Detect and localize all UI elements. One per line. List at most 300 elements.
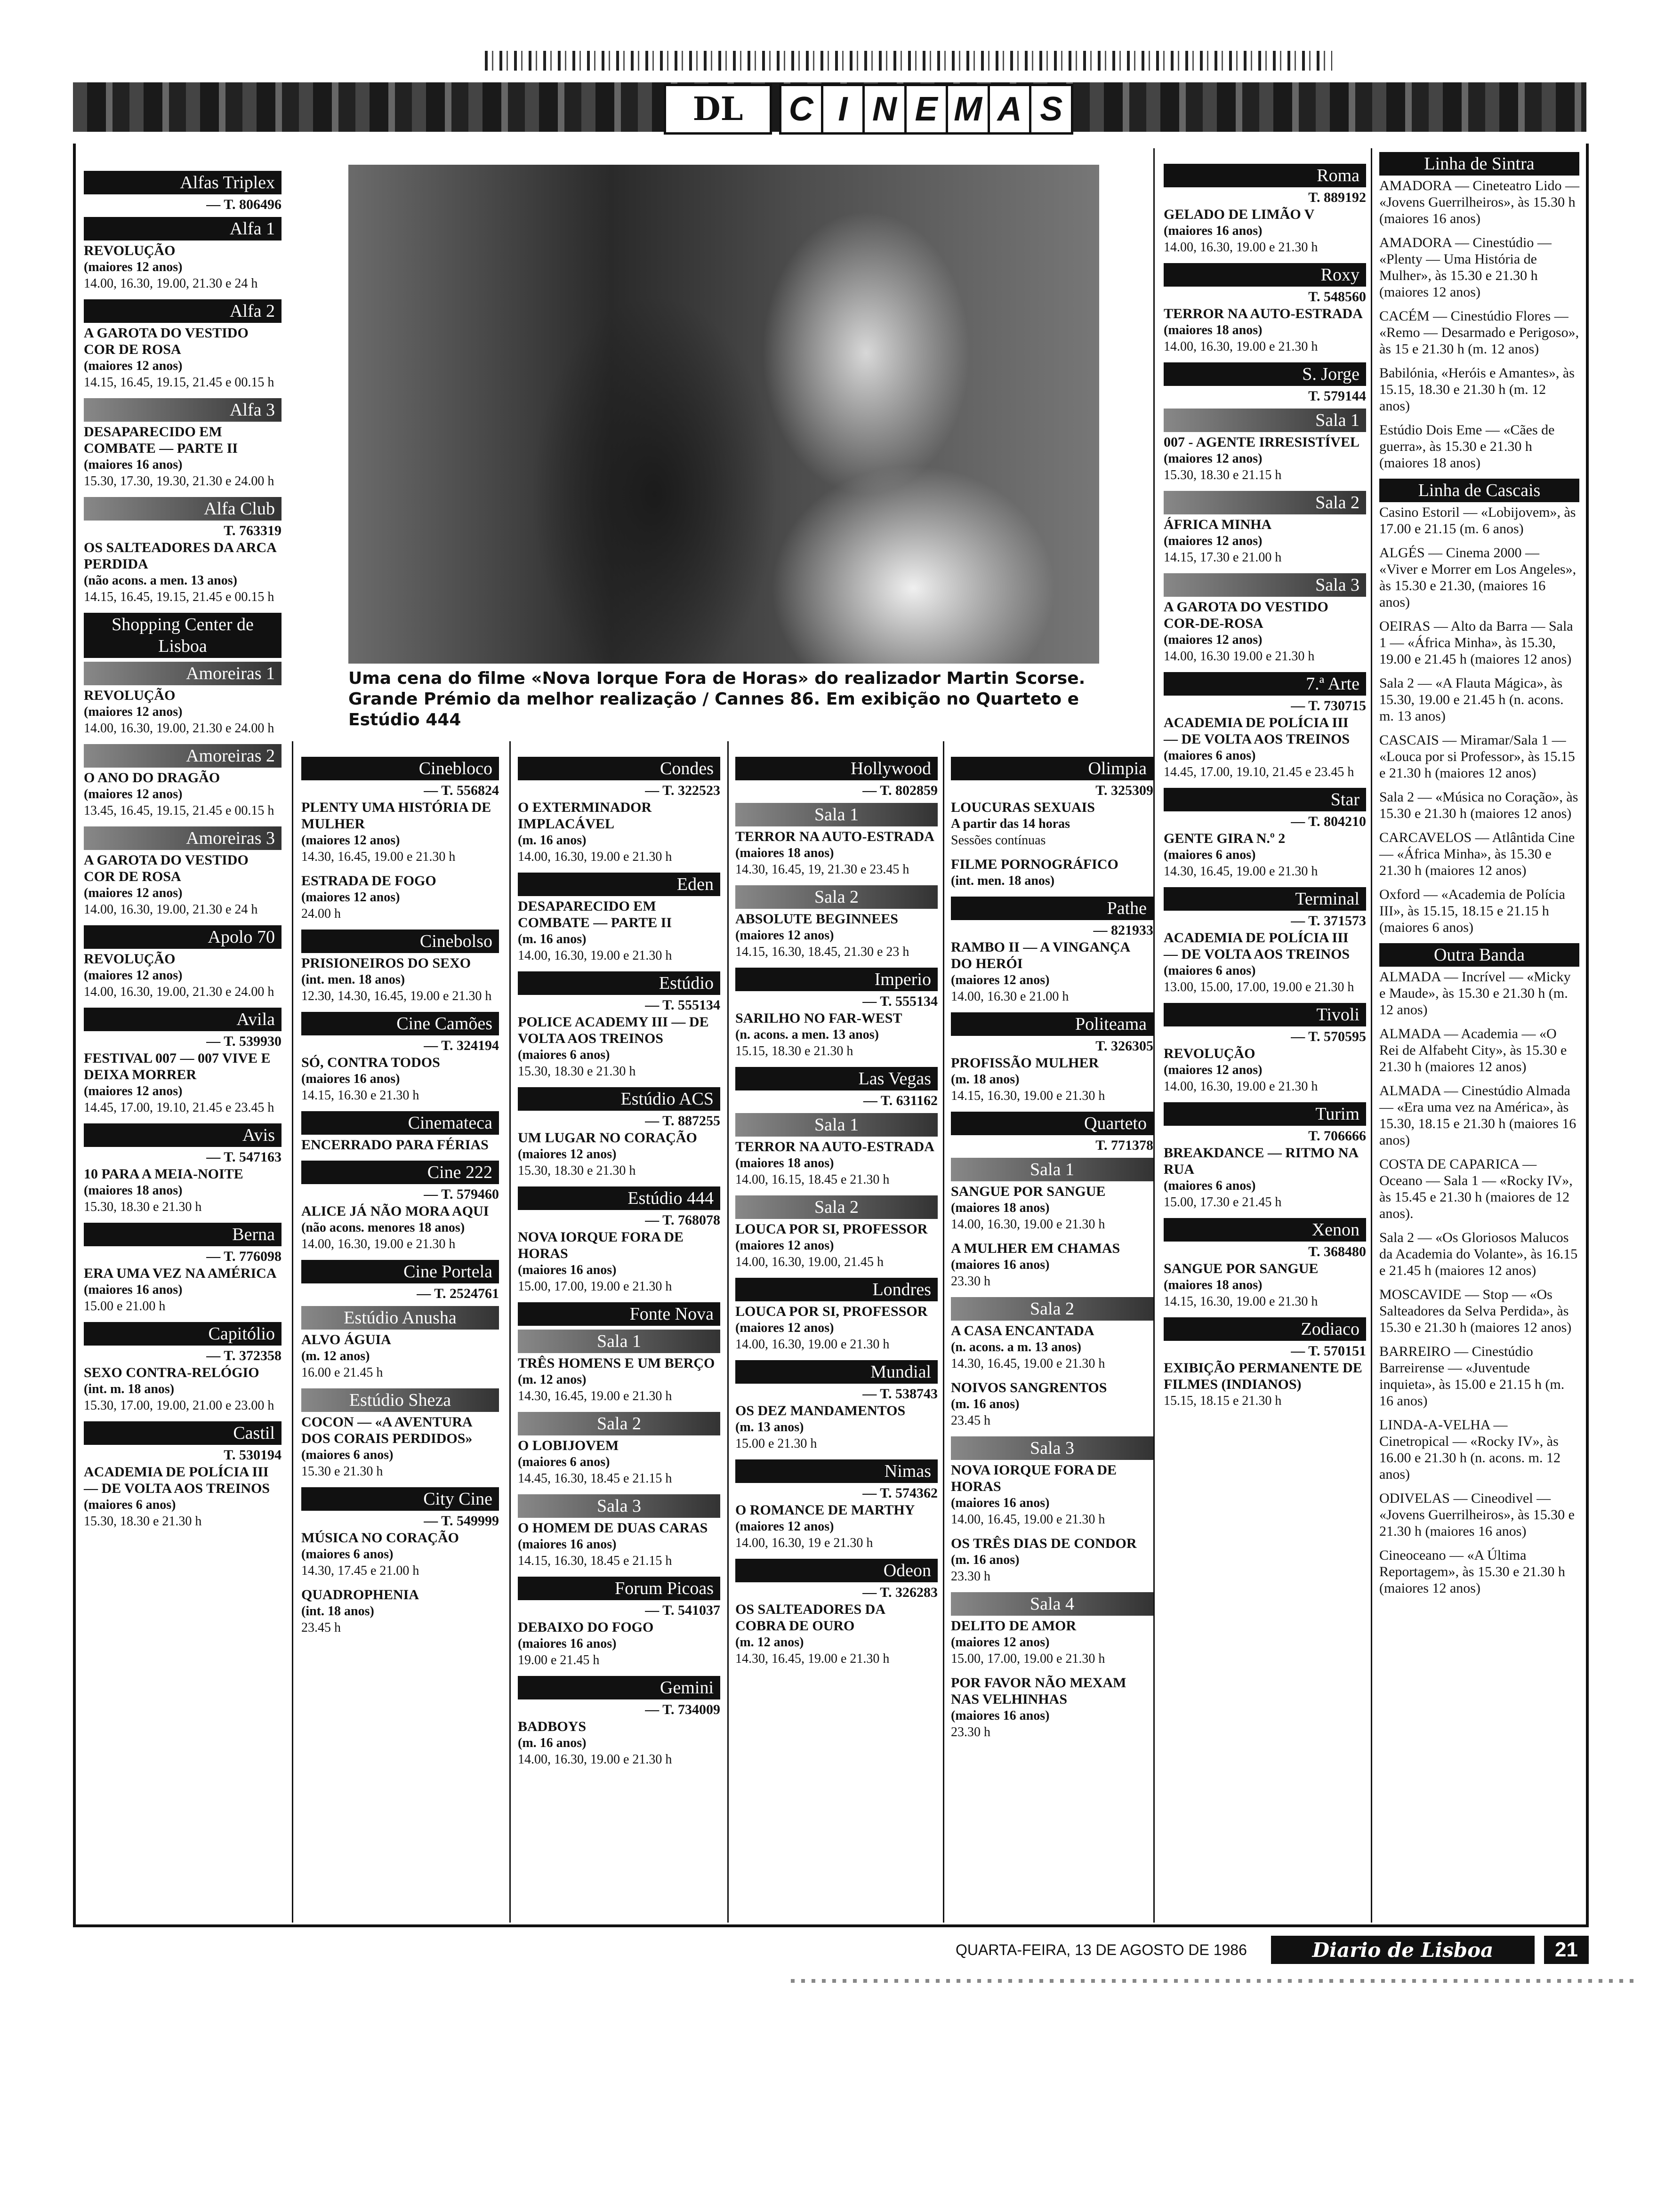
film-title: SEXO CONTRA-RELÓGIO bbox=[84, 1365, 259, 1380]
section-title-cinemas bbox=[779, 84, 1073, 135]
film-listing bbox=[84, 687, 282, 737]
title-letter: C bbox=[781, 86, 823, 132]
showtimes: 14.15, 16.45, 19.15, 21.45 e 00.15 h bbox=[84, 590, 274, 604]
photo-caption: Uma cena do filme «Nova Iorque Fora de Horas» do realizador Martin Scorse. Grande Prémio da melhor realização / Cannes 86. Em exibição no Quarteto e Estúdio 444 bbox=[348, 669, 1086, 729]
age-rating: (m. 18 anos) bbox=[951, 1072, 1020, 1087]
cinema-header: Sala 1 bbox=[735, 1113, 938, 1137]
film-title: REVOLUÇÃO bbox=[84, 951, 176, 967]
cinema-header: Roxy bbox=[1164, 263, 1366, 287]
showtimes: 12.30, 14.30, 16.45, 19.00 e 21.30 h bbox=[301, 989, 492, 1003]
cinema-header: Estúdio ACS bbox=[518, 1087, 720, 1111]
cinema-header: City Cine bbox=[301, 1487, 499, 1511]
age-rating: (m. 16 anos) bbox=[518, 1736, 587, 1750]
film-listing bbox=[518, 1718, 720, 1768]
age-rating: (maiores 16 anos) bbox=[518, 1636, 617, 1651]
age-rating: (maiores 12 anos) bbox=[301, 890, 400, 905]
film-listing bbox=[301, 1137, 499, 1153]
phone-number: T. 325309 bbox=[1095, 783, 1153, 798]
film-listing bbox=[951, 1240, 1153, 1290]
showtimes: 23.45 h bbox=[301, 1620, 341, 1635]
cinema-header: Estúdio Sheza bbox=[301, 1388, 499, 1412]
regional-listing: CASCAIS — Miramar/Sala 1 — «Louca por si Professor», às 15.15 e 21.30 h (maiores 12 anos) bbox=[1379, 732, 1575, 781]
showtimes: 14.00, 16.30, 19 e 21.30 h bbox=[735, 1536, 873, 1550]
cinema-header: Amoreiras 2 bbox=[84, 744, 282, 768]
title-letter: I bbox=[823, 86, 865, 132]
showtimes: 15.30, 18.30 e 21.30 h bbox=[518, 1064, 636, 1079]
showtimes: Sessões contínuas bbox=[951, 833, 1046, 848]
film-listing bbox=[84, 424, 282, 489]
cinema-header: Avila bbox=[84, 1008, 282, 1031]
film-listing bbox=[735, 1010, 938, 1059]
cinema-header: Nimas bbox=[735, 1459, 938, 1483]
age-rating: (int. men. 18 anos) bbox=[951, 874, 1055, 888]
phone-number: — T. 579460 bbox=[424, 1186, 499, 1202]
showtimes: 14.15, 16.30, 19.00 e 21.30 h bbox=[951, 1089, 1105, 1103]
film-title: ERA UMA VEZ NA AMÉRICA bbox=[84, 1266, 277, 1281]
film-title: ABSOLUTE BEGINNEES bbox=[735, 911, 898, 927]
column-divider bbox=[292, 741, 293, 1923]
film-title: OS SALTEADORES DA COBRA DE OURO bbox=[735, 1602, 885, 1634]
film-listing bbox=[518, 1014, 720, 1080]
age-rating: (maiores 18 anos) bbox=[84, 1183, 183, 1198]
film-still-photo bbox=[348, 165, 1099, 664]
cinema-header: Estúdio bbox=[518, 971, 720, 995]
phone-number: — T. 539930 bbox=[206, 1034, 282, 1049]
film-title: MÚSICA NO CORAÇÃO bbox=[301, 1530, 459, 1546]
regional-listing: Oxford — «Academia de Polícia III», às 15.15, 18.15 e 21.15 h (maiores 6 anos) bbox=[1379, 887, 1565, 935]
age-rating: (maiores 12 anos) bbox=[951, 1635, 1050, 1650]
age-rating: (maiores 18 anos) bbox=[735, 846, 834, 860]
showtimes: 15.30, 18.30 e 21.30 h bbox=[84, 1200, 202, 1214]
film-listing bbox=[1164, 930, 1366, 995]
print-dots bbox=[791, 1979, 1638, 1983]
cinema-header: Terminal bbox=[1164, 887, 1366, 911]
film-listing bbox=[1164, 206, 1366, 256]
age-rating: (maiores 16 anos) bbox=[951, 1708, 1050, 1723]
cinema-header: Cinebloco bbox=[301, 757, 499, 780]
age-rating: (int. 18 anos) bbox=[301, 1604, 374, 1619]
regional-listing: ALMADA — Academia — «O Rei de Alfabeht City», às 15.30 e 21.30 h (maiores 12 anos) bbox=[1379, 1026, 1567, 1074]
film-title: OS DEZ MANDAMENTOS bbox=[735, 1403, 906, 1419]
film-title: OS SALTEADORES DA ARCA PERDIDA bbox=[84, 540, 276, 572]
film-listing bbox=[518, 1619, 720, 1668]
film-listing bbox=[84, 1265, 282, 1314]
showtimes: 14.45, 17.00, 19.10, 21.45 e 23.45 h bbox=[84, 1100, 274, 1115]
showtimes: 19.00 e 21.45 h bbox=[518, 1653, 600, 1667]
cinema-header: Las Vegas bbox=[735, 1067, 938, 1090]
regional-listing: ALMADA — Cinestúdio Almada — «Era uma vez na América», às 15.30, 18.15 e 21.30 h (maiores 16 anos) bbox=[1379, 1083, 1577, 1148]
film-listing bbox=[1164, 434, 1366, 483]
film-listing bbox=[301, 799, 499, 865]
cinema-header: 7.ª Arte bbox=[1164, 672, 1366, 696]
film-title: QUADROPHENIA bbox=[301, 1587, 419, 1603]
phone-number: — T. 324194 bbox=[424, 1038, 499, 1053]
film-title: NOVA IORQUE FORA DE HORAS bbox=[951, 1462, 1117, 1494]
title-letter: N bbox=[865, 86, 907, 132]
cinema-header: Cinebolso bbox=[301, 930, 499, 953]
regional-listing: ODIVELAS — Cineodivel — «Jovens Guerrilheiros», às 15.30 e 21.30 h (maiores 16 anos) bbox=[1379, 1491, 1575, 1539]
age-rating: (m. 16 anos) bbox=[951, 1397, 1020, 1411]
film-listing bbox=[1164, 1260, 1366, 1310]
cinema-header: Sala 1 bbox=[735, 803, 938, 826]
showtimes: 14.00, 16.30, 19.00 e 21.30 h bbox=[518, 850, 672, 864]
film-listing bbox=[518, 1437, 720, 1487]
title-letter: S bbox=[1040, 90, 1063, 128]
phone-number: — T. 371573 bbox=[1291, 913, 1366, 929]
film-listing bbox=[301, 1331, 499, 1381]
age-rating: (int. men. 18 anos) bbox=[301, 972, 405, 987]
regional-listing: Cineoceano — «A Última Reportagem», às 15.30 e 21.30 h (maiores 12 anos) bbox=[1379, 1547, 1565, 1596]
title-letter: A bbox=[990, 86, 1032, 132]
regional-listing: COSTA DE CAPARICA — Oceano — Sala 1 — «Rocky IV», às 15.45 e 21.30 h (maiores de 12 anos). bbox=[1379, 1156, 1573, 1221]
listings-column-3 bbox=[518, 753, 720, 1775]
showtimes: 14.15, 16.30 e 21.30 h bbox=[301, 1088, 419, 1103]
age-rating: (maiores 6 anos) bbox=[301, 1448, 394, 1462]
film-listing bbox=[84, 1364, 282, 1414]
film-title: 007 - AGENTE IRRESISTÍVEL bbox=[1164, 434, 1359, 450]
age-rating: (m. 16 anos) bbox=[518, 833, 587, 848]
column-divider bbox=[1371, 148, 1372, 1923]
regional-listing: Sala 2 — «A Flauta Mágica», às 15.30, 19.00 e 21.45 h (n. acons. m. 13 anos) bbox=[1379, 675, 1564, 724]
cinema-header: Alfas Triplex bbox=[84, 171, 282, 194]
film-title: A GAROTA DO VESTIDO COR DE ROSA bbox=[84, 325, 249, 357]
showtimes: 14.15, 17.30 e 21.00 h bbox=[1164, 550, 1282, 565]
age-rating: (maiores 12 anos) bbox=[84, 968, 183, 983]
film-title: A GAROTA DO VESTIDO COR DE ROSA bbox=[84, 852, 249, 884]
showtimes: 24.00 h bbox=[301, 906, 341, 921]
age-rating: (maiores 6 anos) bbox=[301, 1547, 394, 1562]
cinema-header: Zodiaco bbox=[1164, 1317, 1366, 1341]
footer-date: QUARTA-FEIRA, 13 DE AGOSTO DE 1986 bbox=[956, 1941, 1247, 1958]
film-listing bbox=[301, 955, 499, 1004]
film-title: FILME PORNOGRÁFICO bbox=[951, 857, 1118, 872]
newspaper-masthead: Diario de Lisboa bbox=[1271, 1936, 1535, 1964]
film-listing bbox=[1164, 830, 1366, 880]
showtimes: 14.45, 17.00, 19.10, 21.45 e 23.45 h bbox=[1164, 765, 1354, 779]
phone-number: — T. 574362 bbox=[862, 1485, 938, 1501]
film-listing bbox=[735, 1601, 938, 1667]
film-title: DEBAIXO DO FOGO bbox=[518, 1619, 654, 1635]
showtimes: 13.45, 16.45, 19.15, 21.45 e 00.15 h bbox=[84, 803, 274, 818]
cinema-header: Amoreiras 3 bbox=[84, 826, 282, 850]
film-title: ÁFRICA MINHA bbox=[1164, 517, 1272, 532]
film-title: SANGUE POR SANGUE bbox=[1164, 1261, 1319, 1276]
cinema-header: Outra Banda bbox=[1379, 943, 1579, 967]
film-title: ACADEMIA DE POLÍCIA III — DE VOLTA AOS TREINOS bbox=[1164, 930, 1350, 962]
cinema-header: Estúdio Anusha bbox=[301, 1306, 499, 1330]
cinema-header: Tivoli bbox=[1164, 1003, 1366, 1026]
showtimes: 14.45, 16.30, 18.45 e 21.15 h bbox=[518, 1471, 672, 1486]
phone-number: — T. 631162 bbox=[863, 1093, 938, 1108]
phone-number: — T. 570151 bbox=[1291, 1343, 1366, 1359]
showtimes: 14.00, 16.15, 18.45 e 21.30 h bbox=[735, 1172, 890, 1187]
film-listing bbox=[518, 799, 720, 865]
listings-column-2 bbox=[301, 753, 499, 1643]
film-listing bbox=[735, 1303, 938, 1353]
cinema-header: Sala 3 bbox=[951, 1436, 1153, 1460]
phone-number: — T. 570595 bbox=[1291, 1029, 1366, 1044]
film-title: PRISIONEIROS DO SEXO bbox=[301, 955, 471, 971]
column-divider bbox=[509, 741, 511, 1923]
age-rating: (maiores 16 anos) bbox=[518, 1263, 617, 1277]
showtimes: 14.15, 16.30, 18.45 e 21.15 h bbox=[518, 1554, 672, 1568]
regional-listing: Casino Estoril — «Lobijovem», às 17.00 e 21.15 (m. 6 anos) bbox=[1379, 505, 1576, 537]
phone-number: — T. 2524761 bbox=[417, 1286, 499, 1301]
showtimes: 15.30, 18.30 e 21.30 h bbox=[518, 1163, 636, 1178]
film-title: O LOBIJOVEM bbox=[518, 1438, 619, 1453]
film-listing bbox=[301, 1054, 499, 1104]
cinema-header: Sala 2 bbox=[1164, 491, 1366, 514]
cinema-header: Linha de Cascais bbox=[1379, 479, 1579, 502]
cinema-header: Alfa 2 bbox=[84, 299, 282, 323]
age-rating: (maiores 12 anos) bbox=[84, 787, 183, 801]
film-listing bbox=[84, 1050, 282, 1116]
film-listing bbox=[518, 1229, 720, 1295]
listings-column-7 bbox=[1379, 148, 1579, 1604]
cinema-header: Mundial bbox=[735, 1360, 938, 1384]
title-letter: E bbox=[907, 86, 949, 132]
listings-column-1 bbox=[84, 167, 282, 1537]
cinema-header: Sala 2 bbox=[951, 1297, 1153, 1321]
phone-number: T. 706666 bbox=[1308, 1128, 1366, 1144]
showtimes: 13.00, 15.00, 17.00, 19.00 e 21.30 h bbox=[1164, 980, 1354, 994]
film-listing bbox=[518, 1355, 720, 1404]
cinema-header: Condes bbox=[518, 757, 720, 780]
age-rating: (maiores 6 anos) bbox=[1164, 963, 1256, 978]
showtimes: 15.30, 18.30 e 21.15 h bbox=[1164, 468, 1282, 482]
film-listing bbox=[735, 1403, 938, 1452]
age-rating: (maiores 12 anos) bbox=[84, 1084, 183, 1098]
age-rating: (maiores 12 anos) bbox=[84, 359, 183, 373]
age-rating: (maiores 12 anos) bbox=[518, 1147, 617, 1162]
showtimes: 15.30, 17.30, 19.30, 21.30 e 24.00 h bbox=[84, 474, 274, 489]
film-title: PLENTY UMA HISTÓRIA DE MULHER bbox=[301, 800, 491, 832]
showtimes: 14.15, 16.30, 18.45, 21.30 e 23 h bbox=[735, 945, 909, 959]
cinema-header: Apolo 70 bbox=[84, 925, 282, 949]
phone-number: — T. 776098 bbox=[206, 1249, 282, 1264]
age-rating: (n. acons. a men. 13 anos) bbox=[735, 1027, 879, 1042]
film-title: NOVA IORQUE FORA DE HORAS bbox=[518, 1229, 684, 1261]
film-listing bbox=[951, 1618, 1153, 1667]
age-rating: (maiores 16 anos) bbox=[518, 1537, 617, 1552]
film-listing bbox=[518, 1520, 720, 1569]
film-title: TRÊS HOMENS E UM BERÇO bbox=[518, 1355, 715, 1371]
cinema-header: S. Jorge bbox=[1164, 362, 1366, 386]
showtimes: 14.00, 16.30 19.00 e 21.30 h bbox=[1164, 649, 1315, 664]
title-letter: M bbox=[948, 86, 990, 132]
showtimes: 15.15, 18.15 e 21.30 h bbox=[1164, 1394, 1282, 1408]
cinema-header: Politeama bbox=[951, 1012, 1153, 1036]
age-rating: (m. 13 anos) bbox=[735, 1420, 804, 1435]
phone-number: — T. 555134 bbox=[645, 997, 720, 1013]
listings-column-6 bbox=[1164, 160, 1366, 1417]
film-listing bbox=[518, 898, 720, 964]
age-rating: (n. acons. a m. 13 anos) bbox=[951, 1340, 1081, 1354]
cinema-header: Alfa Club bbox=[84, 497, 282, 521]
film-title: O HOMEM DE DUAS CARAS bbox=[518, 1520, 708, 1536]
phone-number: — T. 804210 bbox=[1291, 814, 1366, 829]
header-print-noise bbox=[485, 51, 1332, 71]
film-title: DELITO DE AMOR bbox=[951, 1618, 1077, 1634]
phone-number: — T. 556824 bbox=[424, 783, 499, 798]
film-listing bbox=[84, 539, 282, 605]
film-title: REVOLUÇÃO bbox=[84, 243, 176, 258]
page-number: 21 bbox=[1544, 1936, 1589, 1964]
cinema-header: Sala 3 bbox=[518, 1494, 720, 1518]
cinema-header: Sala 1 bbox=[1164, 409, 1366, 432]
film-title: ACADEMIA DE POLÍCIA III — DE VOLTA AOS TREINOS bbox=[1164, 715, 1350, 747]
age-rating: (maiores 6 anos) bbox=[518, 1455, 610, 1469]
showtimes: 14.30, 16.45, 19.00 e 21.30 h bbox=[518, 1389, 672, 1403]
age-rating: (maiores 12 anos) bbox=[301, 833, 400, 848]
cinema-header: Capitólio bbox=[84, 1322, 282, 1346]
regional-listing: AMADORA — Cinestúdio — «Plenty — Uma História de Mulher», às 15.30 e 21.30 h (maiores 12 anos) bbox=[1379, 235, 1552, 300]
showtimes: 23.30 h bbox=[951, 1725, 990, 1739]
age-rating: (m. 16 anos) bbox=[951, 1553, 1020, 1567]
age-rating: (maiores 6 anos) bbox=[84, 1498, 176, 1512]
column-divider bbox=[1153, 148, 1155, 1923]
phone-number: — T. 538743 bbox=[862, 1386, 938, 1402]
phone-number: — T. 541037 bbox=[645, 1603, 720, 1618]
age-rating: (maiores 12 anos) bbox=[1164, 534, 1263, 548]
age-rating: (maiores 12 anos) bbox=[735, 928, 834, 943]
film-title: O ANO DO DRAGÃO bbox=[84, 770, 220, 785]
film-listing bbox=[1164, 305, 1366, 355]
showtimes: 14.00, 16.30, 19.00, 21.30 e 24.00 h bbox=[84, 721, 274, 736]
showtimes: 15.00 e 21.30 h bbox=[735, 1436, 817, 1451]
showtimes: 14.30, 16.45, 19.00 e 21.30 h bbox=[951, 1356, 1105, 1371]
showtimes: 14.00, 16.30, 19.00 e 21.30 h bbox=[735, 1337, 890, 1352]
film-title: RAMBO II — A VINGANÇA DO HERÓI bbox=[951, 939, 1130, 971]
cinema-header: Quarteto bbox=[951, 1112, 1153, 1135]
cinema-header: Castil bbox=[84, 1421, 282, 1445]
age-rating: (maiores 12 anos) bbox=[84, 886, 183, 900]
showtimes: 14.00, 16.30, 19.00 e 21.30 h bbox=[1164, 1079, 1318, 1094]
showtimes: 15.00, 17.00, 19.00 e 21.30 h bbox=[518, 1279, 672, 1294]
age-rating: (maiores 16 anos) bbox=[301, 1072, 400, 1086]
film-title: SANGUE POR SANGUE bbox=[951, 1184, 1106, 1199]
film-title: BREAKDANCE — RITMO NA RUA bbox=[1164, 1145, 1358, 1177]
film-listing bbox=[951, 1675, 1153, 1740]
showtimes: 15.00, 17.30 e 21.45 h bbox=[1164, 1195, 1282, 1210]
showtimes: 14.30, 16.45, 19.00 e 21.30 h bbox=[301, 850, 456, 864]
age-rating: (maiores 12 anos) bbox=[1164, 633, 1263, 647]
film-title: POR FAVOR NÃO MEXAM NAS VELHINHAS bbox=[951, 1675, 1126, 1707]
cinema-header: Avis bbox=[84, 1123, 282, 1147]
film-listing bbox=[84, 325, 282, 391]
film-title: A MULHER EM CHAMAS bbox=[951, 1241, 1120, 1256]
cinema-header: Eden bbox=[518, 873, 720, 896]
film-title: GENTE GIRA N.º 2 bbox=[1164, 831, 1286, 846]
film-listing bbox=[301, 1414, 499, 1480]
cinema-header: Alfa 3 bbox=[84, 398, 282, 422]
age-rating: (int. m. 18 anos) bbox=[84, 1382, 175, 1396]
film-listing bbox=[951, 1322, 1153, 1372]
phone-number: — T. 802859 bbox=[862, 783, 938, 798]
showtimes: 14.30, 16.45, 19.00 e 21.30 h bbox=[1164, 864, 1318, 879]
cinema-header: Olimpia bbox=[951, 757, 1153, 780]
film-title: LOUCURAS SEXUAIS bbox=[951, 800, 1095, 815]
film-listing bbox=[735, 1138, 938, 1188]
phone-number: T. 889192 bbox=[1308, 190, 1366, 205]
film-listing bbox=[84, 242, 282, 292]
film-title: A CASA ENCANTADA bbox=[951, 1323, 1094, 1338]
film-title: ACADEMIA DE POLÍCIA III — DE VOLTA AOS TREINOS bbox=[84, 1464, 270, 1496]
film-title: TERROR NA AUTO-ESTRADA bbox=[735, 829, 934, 844]
showtimes: 16.00 e 21.45 h bbox=[301, 1365, 383, 1380]
phone-number: — T. 555134 bbox=[862, 994, 938, 1009]
showtimes: 14.00, 16.30, 19.00 e 21.30 h bbox=[301, 1237, 456, 1251]
age-rating: (maiores 12 anos) bbox=[735, 1238, 834, 1253]
showtimes: 14.00, 16.30, 19.00 e 21.30 h bbox=[518, 948, 672, 963]
cinema-header: Forum Picoas bbox=[518, 1577, 720, 1600]
showtimes: 14.00, 16.30, 19.00 e 21.30 h bbox=[1164, 240, 1318, 255]
age-rating: (maiores 12 anos) bbox=[84, 260, 183, 274]
age-rating: (maiores 16 anos) bbox=[1164, 224, 1263, 238]
phone-number: — T. 887255 bbox=[645, 1113, 720, 1129]
regional-listing: Sala 2 — «Música no Coração», às 15.30 e 21.30 h (maiores 12 anos) bbox=[1379, 789, 1578, 821]
film-listing bbox=[84, 852, 282, 918]
film-listing bbox=[301, 1203, 499, 1252]
film-listing bbox=[951, 856, 1153, 889]
showtimes: 14.15, 16.45, 19.15, 21.45 e 00.15 h bbox=[84, 375, 274, 390]
film-listing bbox=[1164, 599, 1366, 665]
age-rating: (maiores 18 anos) bbox=[735, 1156, 834, 1170]
film-listing bbox=[301, 1530, 499, 1579]
phone-number: T. 326305 bbox=[1095, 1038, 1153, 1054]
film-listing bbox=[951, 1535, 1153, 1585]
cinema-header: Gemini bbox=[518, 1676, 720, 1699]
film-listing bbox=[951, 939, 1153, 1005]
age-rating: (m. 12 anos) bbox=[301, 1349, 370, 1363]
age-rating: (maiores 6 anos) bbox=[1164, 748, 1256, 763]
cinema-header: Odeon bbox=[735, 1559, 938, 1582]
film-title: BADBOYS bbox=[518, 1719, 587, 1734]
film-listing bbox=[735, 911, 938, 960]
phone-number: T. 771378 bbox=[1095, 1138, 1153, 1153]
film-title: A GAROTA DO VESTIDO COR-DE-ROSA bbox=[1164, 599, 1328, 631]
showtimes: 14.00, 16.30, 19.00, 21.30 e 24 h bbox=[84, 276, 258, 291]
film-listing bbox=[1164, 1045, 1366, 1095]
age-rating: (maiores 12 anos) bbox=[735, 1519, 834, 1534]
film-title: LOUCA POR SI, PROFESSOR bbox=[735, 1304, 928, 1319]
regional-listing: Sala 2 — «Os Gloriosos Malucos da Academia do Volante», às 16.15 e 21.45 h (maiores 12 anos) bbox=[1379, 1230, 1578, 1278]
cinema-header: Sala 3 bbox=[1164, 573, 1366, 597]
age-rating: (m. 12 anos) bbox=[735, 1635, 804, 1650]
film-title: ESTRADA DE FOGO bbox=[301, 873, 436, 889]
phone-number: T. 368480 bbox=[1308, 1244, 1366, 1259]
age-rating: (maiores 12 anos) bbox=[951, 973, 1050, 987]
regional-listing: MOSCAVIDE — Stop — «Os Salteadores da Selva Perdida», às 15.30 e 21.30 h (maiores 12 anos) bbox=[1379, 1287, 1572, 1335]
phone-number: T. 548560 bbox=[1308, 289, 1366, 305]
showtimes: 14.00, 16.30, 19.00, 21.30 e 24.00 h bbox=[84, 985, 274, 999]
film-title: SARILHO NO FAR-WEST bbox=[735, 1010, 902, 1026]
column-divider bbox=[727, 741, 729, 1923]
regional-listing: BARREIRO — Cinestúdio Barreirense — «Juventude inquieta», às 15.00 e 21.15 h (m. 16 anos) bbox=[1379, 1344, 1565, 1409]
showtimes: 15.30, 17.00, 19.00, 21.00 e 23.00 h bbox=[84, 1398, 274, 1413]
showtimes: 14.00, 16.30, 19.00 e 21.30 h bbox=[951, 1217, 1105, 1232]
cinema-header: Sala 2 bbox=[735, 885, 938, 909]
film-title: REVOLUÇÃO bbox=[84, 688, 176, 703]
listings-column-5 bbox=[951, 753, 1153, 1748]
age-rating: (maiores 12 anos) bbox=[1164, 1063, 1263, 1077]
showtimes: 14.00, 16.30, 19.00, 21.45 h bbox=[735, 1255, 884, 1269]
age-rating: (maiores 12 anos) bbox=[84, 705, 183, 719]
phone-number: T. 763319 bbox=[224, 523, 282, 538]
regional-listing: AMADORA — Cineteatro Lido — «Jovens Guerrilheiros», às 15.30 h (maiores 16 anos) bbox=[1379, 178, 1579, 226]
age-rating: (não acons. a men. 13 anos) bbox=[84, 573, 237, 588]
cinema-header: Pathe bbox=[951, 897, 1153, 920]
